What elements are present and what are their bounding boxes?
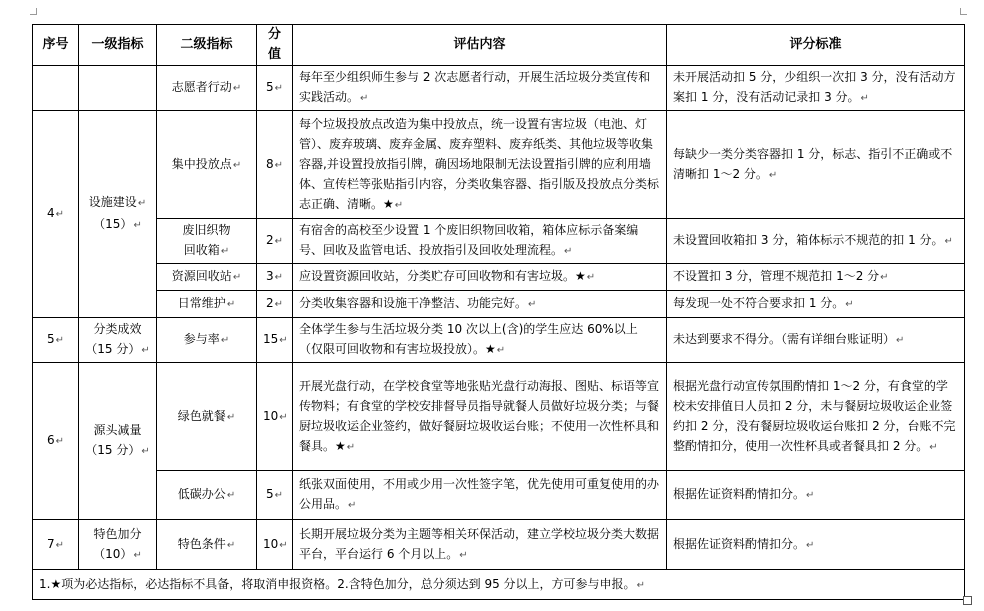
level1-indicator: 设施建设↵ （15）↵ (79, 111, 157, 318)
group-no-cell: 7↵ (33, 520, 79, 570)
header-level2: 二级指标 (157, 25, 257, 66)
criteria-cell: 根据佐证资料酌情扣分。↵ (667, 520, 965, 570)
header-criteria: 评分标准 (667, 25, 965, 66)
score-cell: 10↵ (257, 363, 293, 471)
level2-indicator: 废旧织物 回收箱↵ (157, 219, 257, 264)
score-cell: 2↵ (257, 291, 293, 318)
level2-indicator: 资源回收站↵ (157, 264, 257, 291)
level1-indicator: 特色加分 （10）↵ (79, 520, 157, 570)
table-row (33, 318, 965, 363)
content-cell: 每年至少组织师生参与 2 次志愿者行动，开展生活垃圾分类宣传和实践活动。↵ (293, 66, 667, 111)
score-cell: 3↵ (257, 264, 293, 291)
star-mark: ★ (383, 196, 394, 211)
level1-indicator: 源头减量 （15 分）↵ (79, 363, 157, 520)
star-mark: ★ (335, 438, 346, 453)
level2-indicator: 志愿者行动↵ (157, 66, 257, 111)
score-cell: 10↵ (257, 520, 293, 570)
content-cell: 全体学生参与生活垃圾分类 10 次以上(含)的学生应达 60%以上（仅限可回收物和有害垃圾投放）。★↵ (293, 318, 667, 363)
content-cell: 长期开展垃圾分类为主题等相关环保活动，建立学校垃圾分类大数据平台，平台运行 6 个月以上。↵ (293, 520, 667, 570)
group-no-cell: 5↵ (33, 318, 79, 363)
criteria-cell: 根据光盘行动宣传氛围酌情扣 1～2 分，有食堂的学校未安排值日人员扣 2 分，未与餐厨垃圾收运企业签约扣 2 分，没有餐厨垃圾收运台账扣 2 分，台账不完整酌情扣分，使用一次性杯具或者餐具扣 2 分。↵ (667, 363, 965, 471)
criteria-cell: 未开展活动扣 5 分，少组织一次扣 3 分，没有活动方案扣 1 分，没有活动记录扣 3 分。↵ (667, 66, 965, 111)
score-cell: 15↵ (257, 318, 293, 363)
content-cell: 分类收集容器和设施干净整洁、功能完好。↵ (293, 291, 667, 318)
level2-indicator: 绿色就餐↵ (157, 363, 257, 471)
table-row (33, 264, 965, 291)
page-corner-mark-top-left (30, 8, 37, 15)
criteria-cell: 根据佐证资料酌情扣分。↵ (667, 471, 965, 520)
group-no-cell: 6↵ (33, 363, 79, 520)
level2-indicator: 特色条件↵ (157, 520, 257, 570)
content-cell: 有宿舍的高校至少设置 1 个废旧织物回收箱，箱体应标示备案编号、回收及监管电话、投放指引及回收处理流程。↵ (293, 219, 667, 264)
table-row (33, 291, 965, 318)
header-content: 评估内容 (293, 25, 667, 66)
table-row (33, 363, 965, 471)
table-row (33, 471, 965, 520)
level1-indicator: 分类成效 （15 分）↵ (79, 318, 157, 363)
header-row (33, 25, 965, 66)
header-level1: 一级指标 (79, 25, 157, 66)
table-resize-handle[interactable] (963, 596, 972, 605)
table-row (33, 520, 965, 570)
star-mark: ★ (485, 342, 496, 356)
score-cell: 8↵ (257, 111, 293, 219)
criteria-cell: 不设置扣 3 分，管理不规范扣 1～2 分↵ (667, 264, 965, 291)
content-cell: 纸张双面使用，不用或少用一次性签字笔，优先使用可重复使用的办公用品。↵ (293, 471, 667, 520)
header-no: 序号 (33, 25, 79, 66)
criteria-cell: 未达到要求不得分。（需有详细台账证明）↵ (667, 318, 965, 363)
evaluation-table (32, 24, 965, 600)
page-corner-mark-top-right (960, 8, 967, 15)
level2-indicator: 集中投放点↵ (157, 111, 257, 219)
header-score: 分值 (257, 25, 293, 66)
table-row (33, 219, 965, 264)
footnote: 1.★项为必达指标，必达指标不具备，将取消申报资格。2.含特色加分，总分须达到 95 分以上，方可参与申报。↵ (33, 570, 965, 600)
criteria-cell: 未设置回收箱扣 3 分，箱体标示不规范的扣 1 分。↵ (667, 219, 965, 264)
table-row (33, 66, 965, 111)
level2-indicator: 参与率↵ (157, 318, 257, 363)
score-cell: 5↵ (257, 66, 293, 111)
star-mark: ★ (575, 269, 586, 283)
empty-cell-level1 (79, 66, 157, 111)
criteria-cell: 每发现一处不符合要求扣 1 分。↵ (667, 291, 965, 318)
criteria-cell: 每缺少一类分类容器扣 1 分，标志、指引不正确或不清晰扣 1～2 分。↵ (667, 111, 965, 219)
level2-indicator: 日常维护↵ (157, 291, 257, 318)
content-cell: 应设置资源回收站，分类贮存可回收物和有害垃圾。★↵ (293, 264, 667, 291)
table-row (33, 111, 965, 219)
footnote-row (33, 570, 965, 600)
empty-cell-no (33, 66, 79, 111)
level2-indicator: 低碳办公↵ (157, 471, 257, 520)
score-cell: 5↵ (257, 471, 293, 520)
content-cell: 每个垃圾投放点改造为集中投放点，统一设置有害垃圾（电池、灯管）、废弃玻璃、废弃金属、废弃塑料、废弃纸类、其他垃圾等收集容器,并设置投放指引牌，确因场地限制无法设置指引牌的应利用墙体、宣传栏等张贴指引内容，分类收集容器、指引版及投放点分类标志正确、清晰。★↵ (293, 111, 667, 219)
score-cell: 2↵ (257, 219, 293, 264)
content-cell: 开展光盘行动，在学校食堂等地张贴光盘行动海报、图贴、标语等宣传物料；有食堂的学校安排督导员指导就餐人员做好垃圾分类；与餐厨垃圾收运企业签约，做好餐厨垃圾收运台账；不使用一次性杯具和餐具。★↵ (293, 363, 667, 471)
group-no-cell: 4↵ (33, 111, 79, 318)
